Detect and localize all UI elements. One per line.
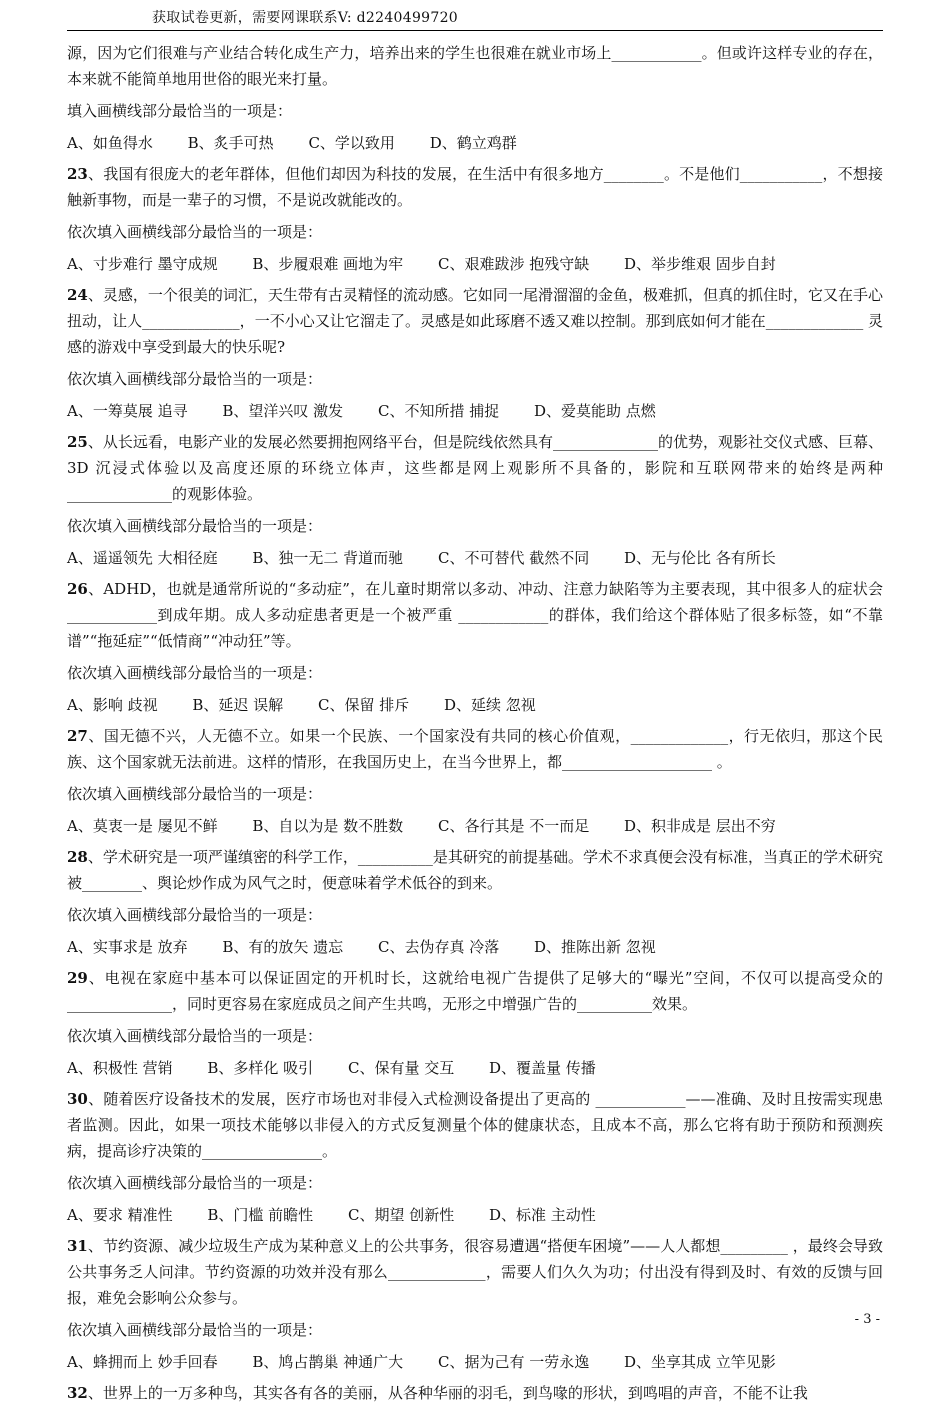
option-b: B、延迟 误解	[192, 696, 284, 714]
option-a: A、影响 歧视	[67, 696, 158, 714]
option-c: C、保有量 交互	[347, 1059, 455, 1077]
question-31	[67, 1233, 883, 1375]
option-b: B、步履艰难 画地为牢	[252, 255, 404, 273]
question-25	[67, 429, 883, 571]
question-prompt: 依次填入画横线部分最恰当的一项是：	[67, 223, 323, 241]
question-text: 、从长远看，电影产业的发展必然要拥抱网络平台，但是院线依然具有______________的优势，观影社交仪式感、巨幕、3D 沉浸式体验以及高度还原的环绕立体声，这些都是网上观影所不具备的，影院和互联网带来的始终是两种______________的观影体验。	[67, 433, 883, 503]
question-stem	[67, 161, 883, 213]
question-intro	[67, 40, 883, 156]
question-number: 30	[67, 1090, 88, 1108]
question-number: 29	[67, 969, 88, 987]
question-stem	[67, 1380, 883, 1406]
options-row	[67, 1202, 883, 1228]
option-c: C、不可替代 截然不同	[437, 549, 590, 567]
option-b: B、炙手可热	[187, 134, 274, 152]
question-28	[67, 844, 883, 960]
option-a: A、如鱼得水	[67, 134, 153, 152]
question-29	[67, 965, 883, 1081]
question-stem	[67, 965, 883, 1017]
page-number: - 3 -	[854, 1312, 880, 1327]
option-b: B、望洋兴叹 激发	[222, 402, 344, 420]
question-number: 26	[67, 580, 88, 598]
question-prompt: 依次填入画横线部分最恰当的一项是：	[67, 1321, 323, 1339]
option-c: C、艰难跋涉 抱残守缺	[437, 255, 590, 273]
options-row	[67, 1055, 883, 1081]
question-text: 、我国有很庞大的老年群体，但他们却因为科技的发展，在生活中有很多地方________。不是他们___________，不想接触新事物，而是一辈子的习惯，不是说改就能改的。	[67, 165, 883, 209]
question-stem	[67, 576, 883, 654]
option-d: D、无与伦比 各有所长	[624, 549, 776, 567]
option-d: D、鹤立鸡群	[429, 134, 517, 152]
options-row	[67, 692, 883, 718]
option-d: D、积非成是 层出不穷	[624, 817, 776, 835]
question-text: 、电视在家庭中基本可以保证固定的开机时长，这就给电视广告提供了足够大的“曝光”空间，不仅可以提高受众的______________，同时更容易在家庭成员之间产生共鸣，无形之中增强广告的__________效果。	[67, 969, 883, 1013]
options-row	[67, 545, 883, 571]
question-stem	[67, 844, 883, 896]
option-a: A、积极性 营销	[67, 1059, 173, 1077]
option-c: C、据为己有 一劳永逸	[437, 1353, 590, 1371]
options-row	[67, 130, 883, 156]
question-prompt: 依次填入画横线部分最恰当的一项是：	[67, 906, 323, 924]
header-rule	[67, 30, 883, 31]
question-prompt: 依次填入画横线部分最恰当的一项是：	[67, 370, 323, 388]
question-text: 、学术研究是一项严谨缜密的科学工作，__________是其研究的前提基础。学术不求真便会没有标准，当真正的学术研究被________、舆论炒作成为风气之时，便意味着学术低谷的到来。	[67, 848, 883, 892]
question-text: 、国无德不兴，人无德不立。如果一个民族、一个国家没有共同的核心价值观，_____________，行无依归，那这个民族、这个国家就无法前进。这样的情形，在我国历史上，在当今世界上，都____________________ 。	[67, 727, 883, 771]
question-number: 23	[67, 165, 88, 183]
option-b: B、门槛 前瞻性	[207, 1206, 314, 1224]
question-23	[67, 161, 883, 277]
question-prompt: 填入画横线部分最恰当的一项是：	[67, 102, 293, 120]
options-row	[67, 251, 883, 277]
question-number: 25	[67, 433, 88, 451]
option-d: D、举步维艰 固步自封	[624, 255, 776, 273]
question-stem	[67, 282, 883, 360]
question-26	[67, 576, 883, 718]
option-b: B、独一无二 背道而驰	[252, 549, 404, 567]
question-number: 27	[67, 727, 88, 745]
question-number: 31	[67, 1237, 88, 1255]
option-d: D、延续 忽视	[444, 696, 536, 714]
question-prompt: 依次填入画横线部分最恰当的一项是：	[67, 785, 323, 803]
option-d: D、坐享其成 立竿见影	[624, 1353, 776, 1371]
question-text: 、灵感，一个很美的词汇，天生带有古灵精怪的流动感。它如同一尾滑溜溜的金鱼，极难抓，但真的抓住时，它又在手心扭动，让人_____________，一不小心又让它溜走了。灵感是如此琢磨不透又难以控制。那到底如何才能在_____________ 灵感的游戏中享受到最大的快乐呢?	[67, 286, 883, 356]
options-row	[67, 1349, 883, 1375]
question-32	[67, 1380, 883, 1406]
option-a: A、要求 精准性	[67, 1206, 173, 1224]
option-c: C、学以致用	[308, 134, 395, 152]
option-d: D、爱莫能助 点燃	[534, 402, 656, 420]
question-prompt: 依次填入画横线部分最恰当的一项是：	[67, 664, 323, 682]
option-a: A、寸步难行 墨守成规	[67, 255, 218, 273]
options-row	[67, 813, 883, 839]
option-c: C、保留 排斥	[317, 696, 410, 714]
question-text: 、ADHD，也就是通常所说的“多动症”，在儿童时期常以多动、冲动、注意力缺陷等为主要表现，其中很多人的症状会 ____________到成年期。成人多动症患者更是一个被严重 ____________的群体，我们给这个群体贴了很多标签，如“不靠谱”“拖延症”“低情商”“冲动狂”等。	[67, 580, 883, 650]
page-header	[0, 0, 950, 32]
question-stem	[67, 723, 883, 775]
document-body	[67, 40, 883, 1412]
option-b: B、鸠占鹊巢 神通广大	[252, 1353, 404, 1371]
question-text: 、世界上的一万多种鸟，其实各有各的美丽，从各种华丽的羽毛，到鸟喙的形状，到鸣唱的声音，不能不让我	[87, 1384, 808, 1402]
option-a: A、实事求是 放弃	[67, 938, 188, 956]
option-a: A、莫衷一是 屡见不鲜	[67, 817, 218, 835]
option-c: C、去伪存真 冷落	[377, 938, 500, 956]
option-a: A、蜂拥而上 妙手回春	[67, 1353, 218, 1371]
options-row	[67, 934, 883, 960]
option-c: C、不知所措 捕捉	[377, 402, 500, 420]
option-d: D、覆盖量 传播	[489, 1059, 596, 1077]
question-number: 32	[67, 1384, 88, 1402]
question-text: 、节约资源、减少垃圾生产成为某种意义上的公共事务，很容易遭遇“搭便车困境”——人人都想_________ ，最终会导致公共事务乏人问津。节约资源的功效并没有那么_____________，需要人们久久为功；付出没有得到及时、有效的反馈与回报，难免会影响公众参与。	[67, 1237, 883, 1307]
question-27	[67, 723, 883, 839]
question-stem	[67, 1086, 883, 1164]
option-c: C、期望 创新性	[347, 1206, 455, 1224]
header-text: 获取试卷更新，需要网课联系V: d2240499720	[152, 10, 459, 26]
option-a: A、一筹莫展 追寻	[67, 402, 188, 420]
question-prompt: 依次填入画横线部分最恰当的一项是：	[67, 1174, 323, 1192]
option-b: B、多样化 吸引	[207, 1059, 314, 1077]
question-prompt: 依次填入画横线部分最恰当的一项是：	[67, 1027, 323, 1045]
question-prompt: 依次填入画横线部分最恰当的一项是：	[67, 517, 323, 535]
question-stem	[67, 429, 883, 507]
option-b: B、有的放矢 遗忘	[222, 938, 344, 956]
question-number: 28	[67, 848, 88, 866]
question-30	[67, 1086, 883, 1228]
question-stem: 源，因为它们很难与产业结合转化成生产力，培养出来的学生也很难在就业市场上____________。但或许这样专业的存在，本来就不能简单地用世俗的眼光来打量。	[67, 44, 883, 88]
option-d: D、推陈出新 忽视	[534, 938, 656, 956]
question-text: 、随着医疗设备技术的发展，医疗市场也对非侵入式检测设备提出了更高的 ____________——准确、及时且按需实现患者监测。因此，如果一项技术能够以非侵入的方式反复测量个体的健康状态，且成本不高，那么它将有助于预防和预测疾病，提高诊疗决策的________________。	[67, 1090, 883, 1160]
option-d: D、标准 主动性	[489, 1206, 596, 1224]
option-b: B、自以为是 数不胜数	[252, 817, 404, 835]
question-24	[67, 282, 883, 424]
question-stem	[67, 1233, 883, 1311]
option-c: C、各行其是 不一而足	[437, 817, 590, 835]
question-number: 24	[67, 286, 88, 304]
options-row	[67, 398, 883, 424]
option-a: A、遥遥领先 大相径庭	[67, 549, 218, 567]
